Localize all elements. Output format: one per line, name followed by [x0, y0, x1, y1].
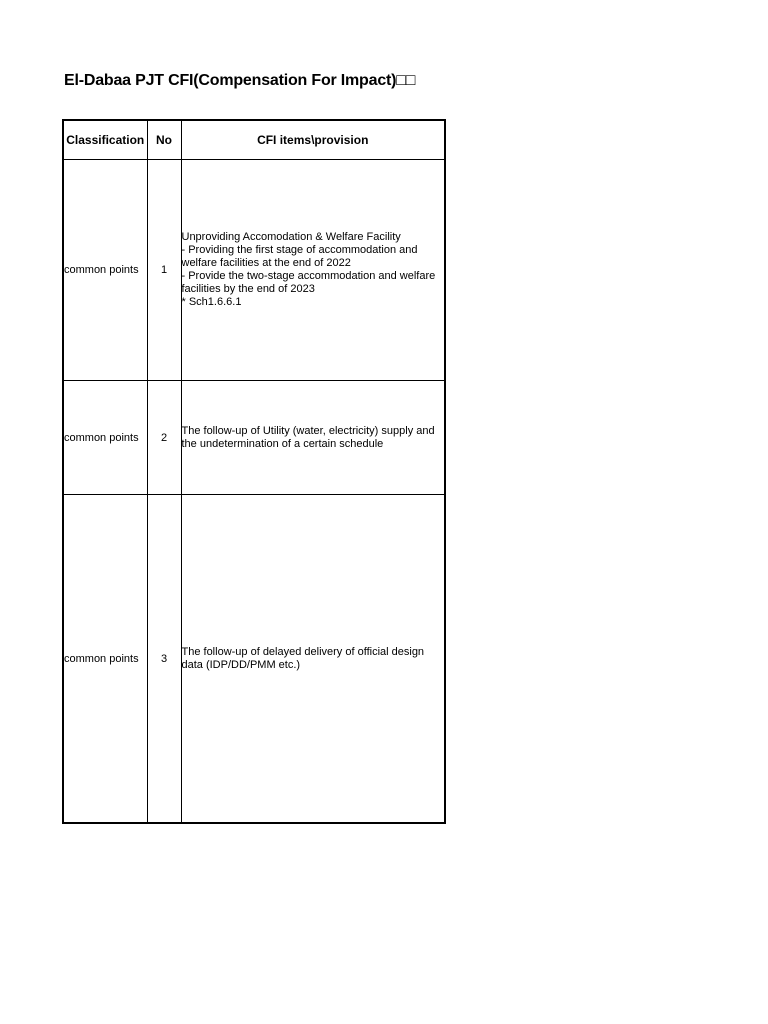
table-row	[63, 381, 445, 495]
header-no: No	[147, 120, 181, 160]
cell-no: 2	[147, 381, 181, 495]
cell-cfi-item: Unproviding Accomodation & Welfare Facility - Providing the first stage of accommodation and welfare facilities at the end of 2022 - Provide the two-stage accommodation and welfare facilities by the end of 2023 * Sch1.6.6.1	[181, 160, 445, 381]
table-row	[63, 495, 445, 824]
cell-classification: common points	[63, 381, 147, 495]
cfi-table	[62, 119, 446, 824]
table-header-row	[63, 120, 445, 160]
cell-no: 3	[147, 495, 181, 824]
header-classification: Classification	[63, 120, 147, 160]
cell-no: 1	[147, 160, 181, 381]
cell-classification: common points	[63, 160, 147, 381]
cell-cfi-item: The follow-up of delayed delivery of official design data (IDP/DD/PMM etc.)	[181, 495, 445, 824]
table-row	[63, 160, 445, 381]
cell-classification: common points	[63, 495, 147, 824]
document-title: El-Dabaa PJT CFI(Compensation For Impact)□□	[64, 72, 416, 89]
cell-cfi-item: The follow-up of Utility (water, electricity) supply and the undetermination of a certain schedule	[181, 381, 445, 495]
header-cfi-items: CFI items\provision	[181, 120, 445, 160]
